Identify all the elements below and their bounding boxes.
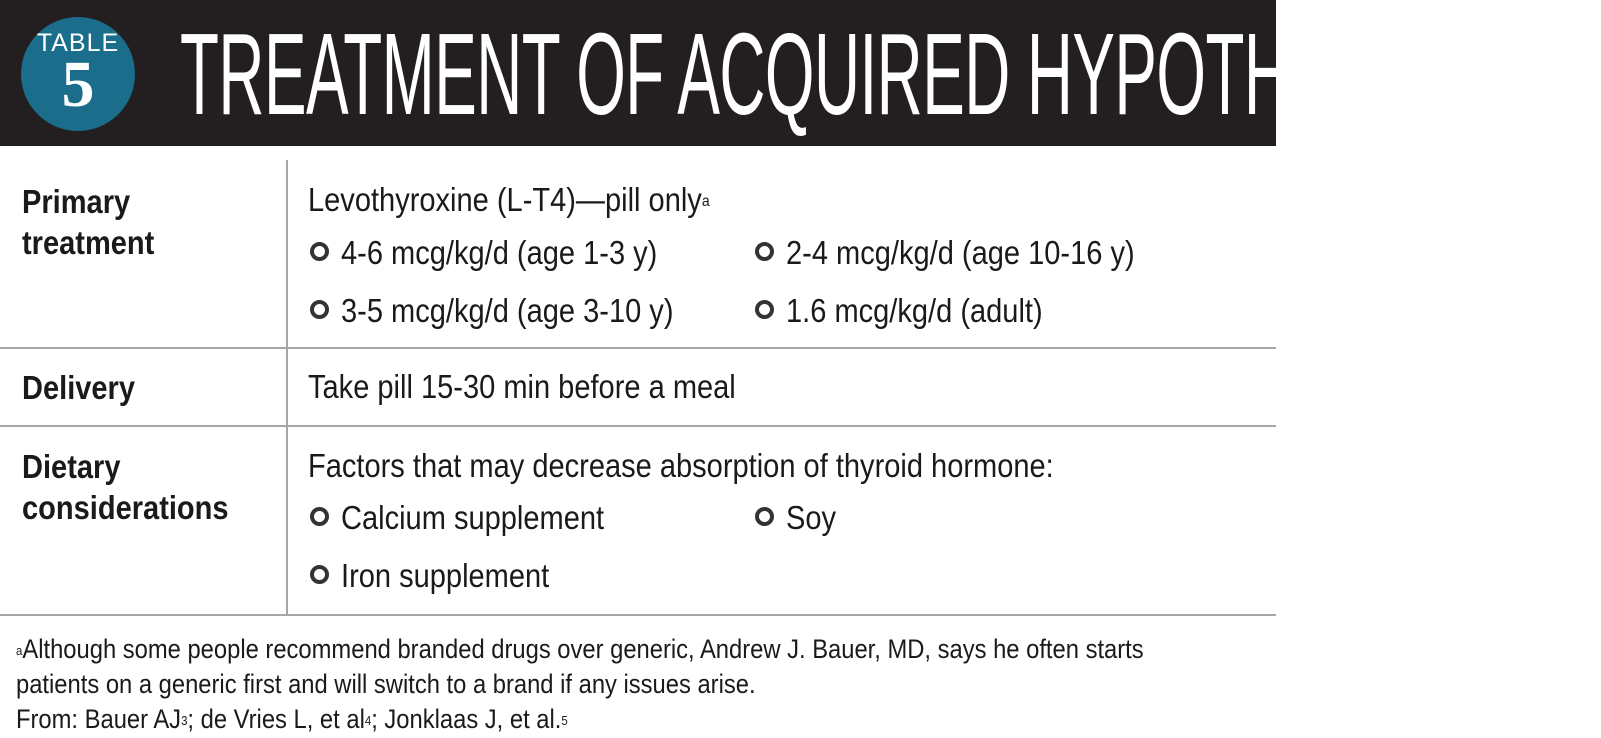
bullet-icon [755, 507, 774, 526]
dietary-item: Iron supplement [341, 557, 550, 594]
dose-item: 1.6 mcg/kg/d (adult) [786, 292, 1043, 329]
bullet-icon [310, 242, 329, 261]
dietary-item: Soy [786, 499, 837, 536]
delivery-text: Take pill 15-30 min before a meal [308, 368, 736, 405]
footnote-source: From: Bauer $AJ^3$; de Vries L, et $al^4$; Jonklaas J, et al.$^5$ [16, 704, 568, 734]
row-label-primary-treatment: Primary treatment [22, 183, 155, 261]
dose-item: 4-6 mcg/kg/d (age 1-3 y) [341, 234, 658, 271]
badge-word: TABLE [36, 29, 120, 57]
badge-number: 5 [61, 48, 95, 121]
table-title: TREATMENT OF ACQUIRED HYPOTHYROIDISM [180, 9, 1601, 139]
dose-item: 2-4 mcg/kg/d (age 10-16 y) [786, 234, 1135, 271]
bullet-icon [755, 300, 774, 319]
dose-item: 3-5 mcg/kg/d (age 3-10 y) [341, 292, 674, 329]
row-divider [0, 425, 1276, 427]
footnote-marker: a [701, 193, 710, 210]
primary-treatment-heading: Levothyroxine (L-T4)—pill only$^a$ [308, 181, 710, 218]
table-badge [21, 17, 135, 131]
row-divider [0, 347, 1276, 349]
bullet-icon [310, 565, 329, 584]
footnote-line: patients on a generic first and will switch to a brand if any issues arise. [16, 669, 756, 699]
dietary-heading: Factors that may decrease absorption of thyroid hormone: [308, 447, 1054, 484]
dietary-item: Calcium supplement [341, 499, 605, 536]
row-divider [0, 614, 1276, 616]
footnote-line: $^a$Although some people recommend branded drugs over generic, Andrew J. Bauer, MD, says he often starts [16, 634, 1144, 664]
row-label-dietary-considerations: Dietary considerations [22, 448, 229, 526]
bullet-icon [310, 507, 329, 526]
column-divider [286, 160, 288, 615]
footnote-marker: a [16, 643, 23, 658]
bullet-icon [755, 242, 774, 261]
bullet-icon [310, 300, 329, 319]
table-header [0, 0, 1601, 146]
row-label-delivery: Delivery [22, 369, 136, 406]
